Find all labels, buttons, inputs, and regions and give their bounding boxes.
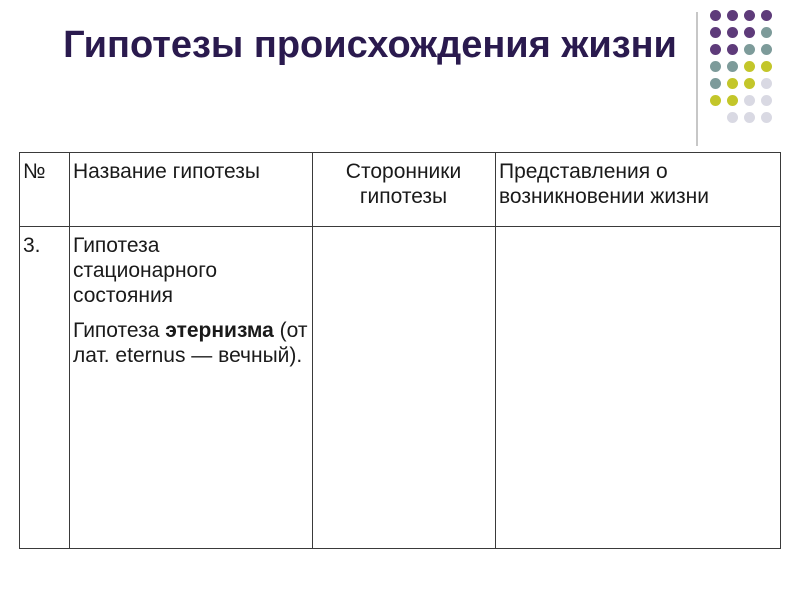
hypothesis-table [19, 152, 781, 549]
decorative-dot [761, 95, 772, 106]
header-ideas: Представления о возникновении жизни [496, 153, 781, 227]
decorative-dot [744, 10, 755, 21]
row-supporters [313, 227, 496, 549]
hypothesis-term: этернизма [165, 319, 274, 342]
hypothesis-name-line2 [73, 318, 308, 368]
header-supporters: Сторонники гипотезы [313, 153, 496, 227]
decorative-dot [727, 78, 738, 89]
hypothesis-prefix: Гипотеза [73, 319, 166, 342]
decorative-dot [761, 10, 772, 21]
decorative-dot [710, 27, 721, 38]
decorative-dot [710, 44, 721, 55]
decorative-dot [727, 10, 738, 21]
decorative-dot-grid [710, 10, 780, 130]
decorative-dot [744, 61, 755, 72]
decorative-dot [744, 78, 755, 89]
table-header-row [20, 153, 781, 227]
decorative-dot [761, 44, 772, 55]
row-number: 3. [20, 227, 70, 549]
decorative-divider [696, 12, 698, 146]
decorative-dot [744, 95, 755, 106]
table-row [20, 227, 781, 549]
hypothesis-suffix: (от лат. eternus — вечный). [73, 319, 308, 367]
decorative-dot [761, 112, 772, 123]
decorative-dot [727, 112, 738, 123]
decorative-dot [727, 44, 738, 55]
decorative-dot [710, 78, 721, 89]
decorative-dot [727, 95, 738, 106]
decorative-dot [727, 27, 738, 38]
header-number: № [20, 153, 70, 227]
decorative-dot [710, 61, 721, 72]
decorative-dot [761, 78, 772, 89]
decorative-dot [710, 10, 721, 21]
page-title: Гипотезы происхождения жизни [63, 24, 677, 66]
row-hypothesis-name [70, 227, 313, 549]
row-ideas [496, 227, 781, 549]
decorative-dot [727, 61, 738, 72]
decorative-dot [710, 95, 721, 106]
decorative-dot [744, 44, 755, 55]
hypothesis-name-line1: Гипотеза стационарного состояния [73, 234, 218, 307]
decorative-dot [761, 27, 772, 38]
decorative-dot [744, 112, 755, 123]
decorative-dot [761, 61, 772, 72]
header-hypothesis-name: Название гипотезы [70, 153, 313, 227]
decorative-dot [744, 27, 755, 38]
